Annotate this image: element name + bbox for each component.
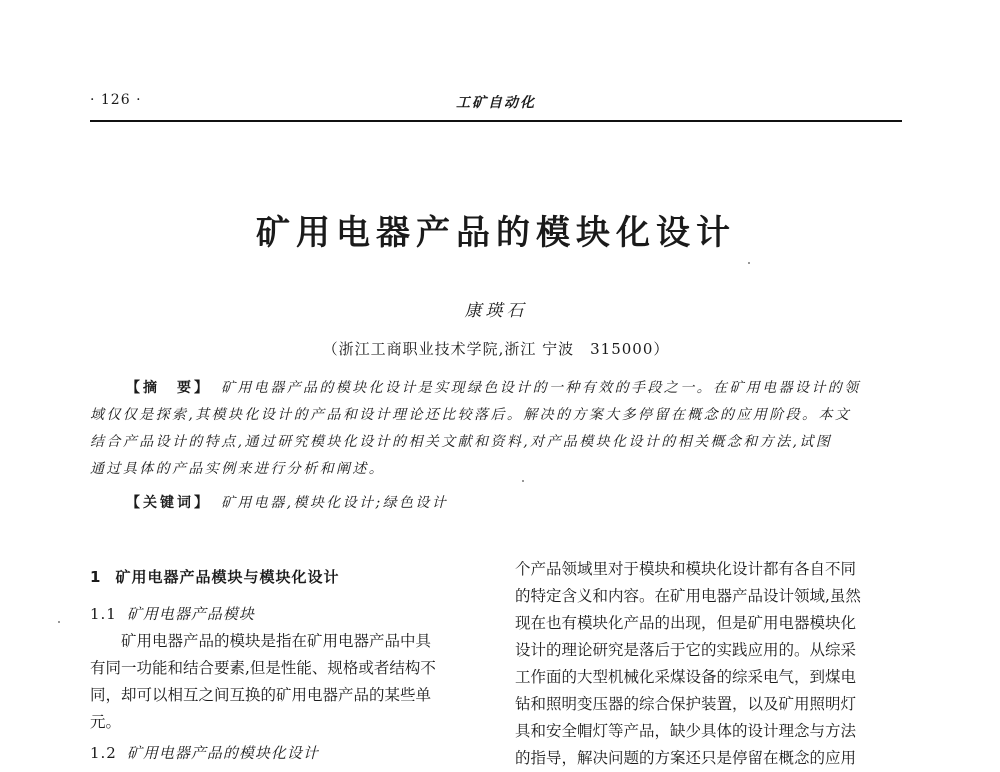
author-name: 康瑛石 <box>464 301 528 321</box>
abstract-block <box>90 375 902 483</box>
body-right-column <box>515 556 905 772</box>
author-affiliation: （浙江工商职业技术学院,浙江 宁波 315000） <box>322 340 670 358</box>
body-right-line-7: 具和安全帽灯等产品，缺少具体的设计理念与方法 <box>515 722 857 740</box>
body-left-column <box>90 564 485 767</box>
header-rule <box>90 120 902 122</box>
running-header <box>90 92 902 116</box>
scan-speck <box>522 480 524 482</box>
section-1-number: 1 <box>90 568 102 586</box>
section-1-1-number: 1.1 <box>90 605 117 623</box>
abstract-line-3: 结合产品设计的特点,通过研究模块化设计的相关文献和资料,对产品模块化设计的相关概念和方法,试图 <box>90 434 833 450</box>
page-number: · 126 · <box>90 92 142 108</box>
body-right-line-8: 的指导，解决问题的方案还只是停留在概念的应用 <box>515 749 857 767</box>
abstract-line-1 <box>90 375 902 402</box>
body-left-line-4: 元。 <box>90 713 122 731</box>
body-left-line-2: 有同一功能和结合要素,但是性能、规格或者结构不 <box>90 659 436 677</box>
scan-speck <box>748 262 750 264</box>
section-1-2-heading <box>90 740 485 767</box>
section-1-heading <box>90 564 485 591</box>
body-right-line-2: 的特定含义和内容。在矿用电器产品设计领域,虽然 <box>515 587 861 605</box>
abstract-line-1-text: 矿用电器产品的模块化设计是实现绿色设计的一种有效的手段之一。在矿用电器设计的领 <box>221 380 861 396</box>
scan-speck <box>58 621 60 623</box>
body-right-line-6: 钻和照明变压器的综合保护装置，以及矿用照明灯 <box>515 695 857 713</box>
section-1-2-number: 1.2 <box>90 744 117 762</box>
body-left-line-1: 矿用电器产品的模块是指在矿用电器产品中具 <box>121 632 432 650</box>
body-left-line-3: 同，却可以相互之间互换的矿用电器产品的某些单 <box>90 686 432 704</box>
abstract-label: 【摘 要】 <box>126 380 211 396</box>
keywords-label: 【关键词】 <box>126 495 211 511</box>
abstract-line-2: 域仅仅是探索,其模块化设计的产品和设计理论还比较落后。解决的方案大多停留在概念的应用阶段。本文 <box>90 407 852 423</box>
journal-name: 工矿自动化 <box>456 95 536 111</box>
body-right-line-1: 个产品领域里对于模块和模块化设计都有各自不同 <box>515 560 857 578</box>
abstract-line-4: 通过具体的产品实例来进行分析和阐述。 <box>90 461 386 477</box>
keywords-block <box>126 492 902 512</box>
body-right-line-5: 工作面的大型机械化采煤设备的综采电气，到煤电 <box>515 668 857 686</box>
section-1-1-title: 矿用电器产品模块 <box>126 605 255 623</box>
section-1-2-title: 矿用电器产品的模块化设计 <box>126 744 319 762</box>
keywords-text: 矿用电器,模块化设计;绿色设计 <box>221 495 449 511</box>
paper-title: 矿用电器产品的模块化设计 <box>256 213 736 253</box>
body-right-line-4: 设计的理论研究是落后于它的实践应用的。从综采 <box>515 641 857 659</box>
body-right-line-3: 现在也有模块化产品的出现，但是矿用电器模块化 <box>515 614 857 632</box>
section-1-1-heading <box>90 601 485 628</box>
section-1-title: 矿用电器产品模块与模块化设计 <box>115 568 340 586</box>
